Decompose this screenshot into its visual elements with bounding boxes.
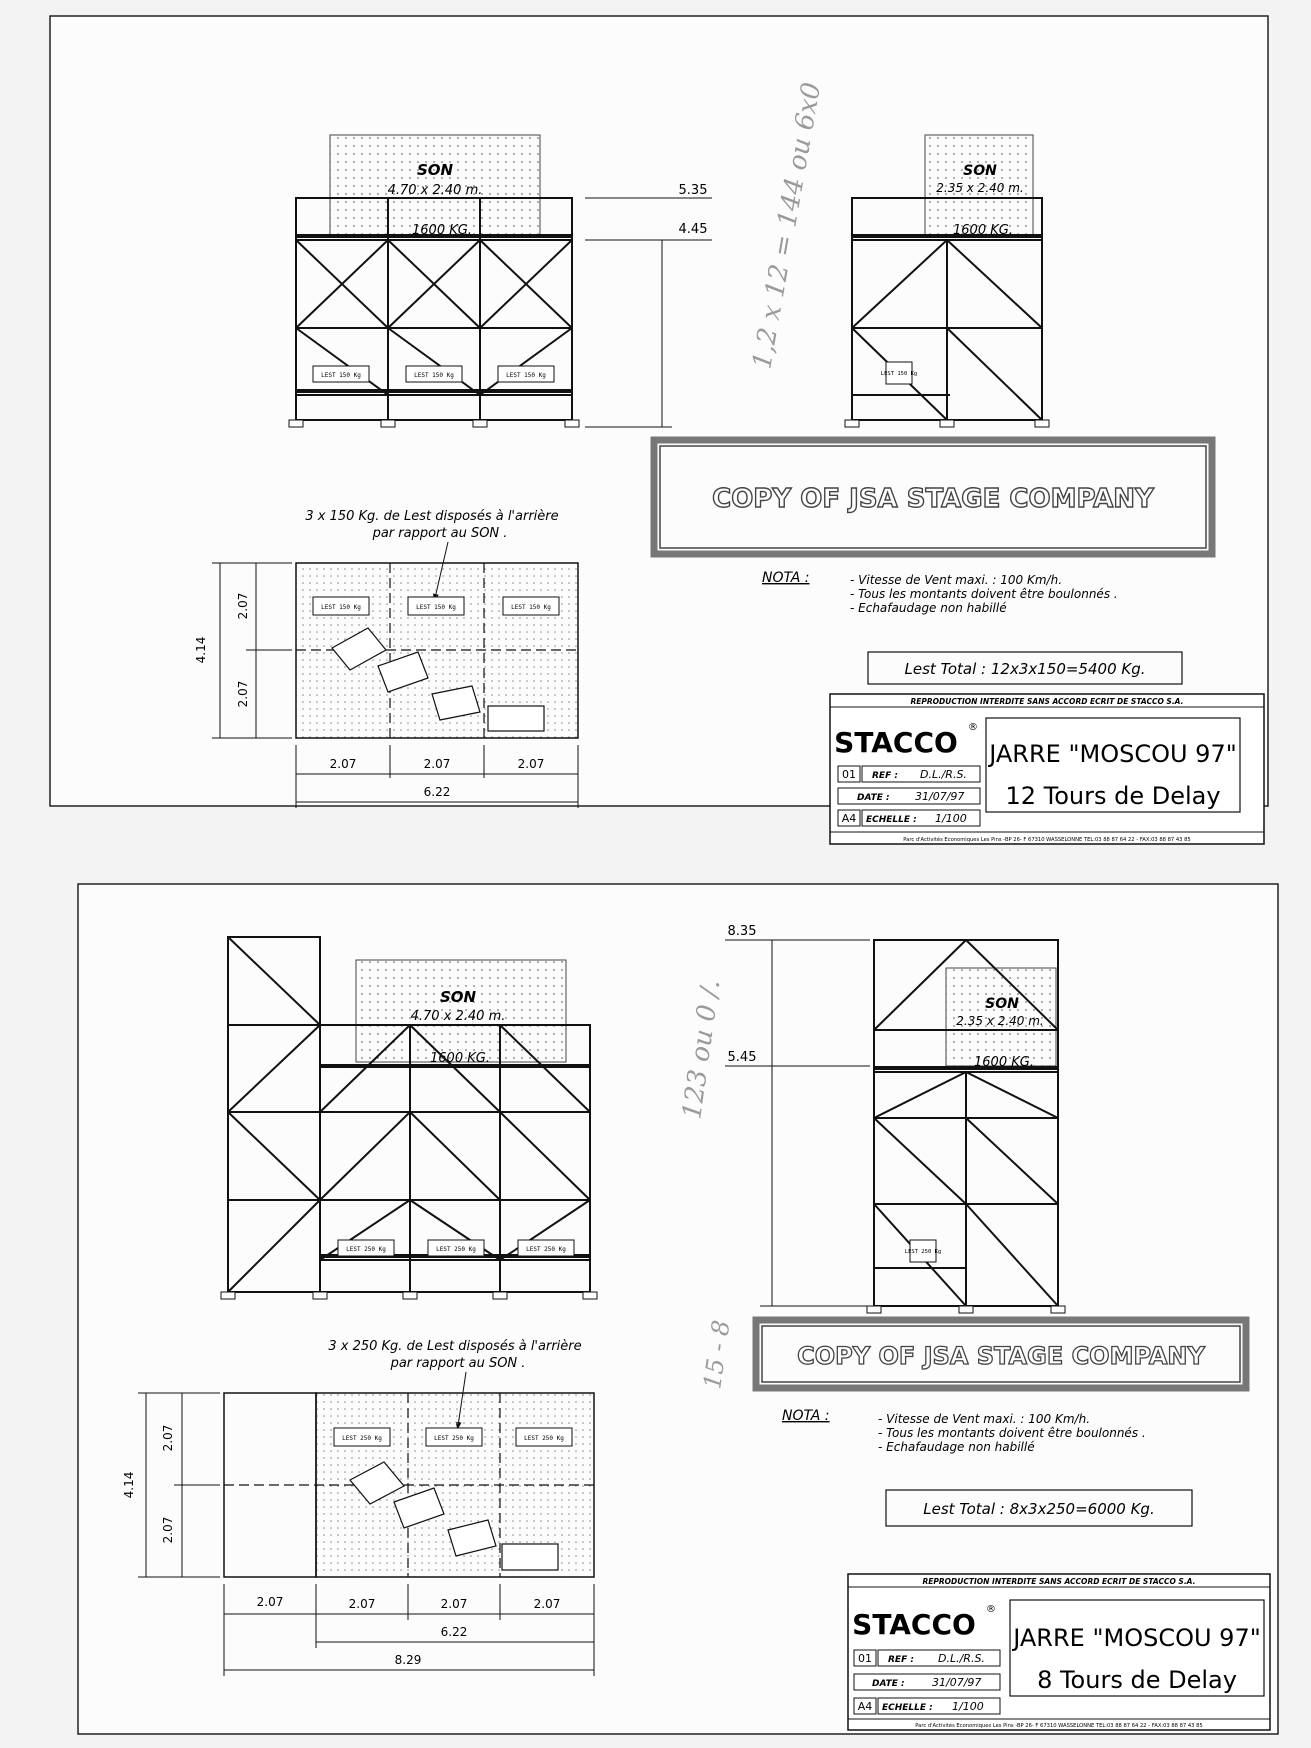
son-size: 4.70 x 2.40 m. [410,1009,506,1024]
son-label: SON [985,996,1019,1012]
son-label: SON [439,988,477,1006]
plan-note-2: par rapport au SON . [372,526,508,541]
banner: REPRODUCTION INTERDITE SANS ACCORD ECRIT DE STACCO S.A. [922,1577,1196,1586]
lest-tag: LEST 150 Kg [880,371,918,377]
lest-tag: LEST 250 Kg [436,1246,476,1253]
lest-tag: LEST 250 Kg [904,1249,942,1255]
load-label: 1600 KG. [953,223,1013,238]
date-value: 31/07/97 [932,1676,982,1689]
ref-label: REF : [872,771,898,781]
format: A4 [857,1700,873,1713]
plan-note: 3 x 150 Kg. de Lest disposés à l'arrière [305,509,559,524]
lest-tag: LEST 150 Kg [321,604,361,611]
revision: 01 [858,1652,872,1665]
son-label: SON [963,163,997,179]
nota-line: - Echafaudage non habillé [850,601,1007,615]
load-label: 1600 KG. [430,1051,490,1066]
date-value: 31/07/97 [915,790,965,803]
nota-line: - Tous les montants doivent être boulonnés . [850,587,1118,601]
lest-tag: LEST 150 Kg [414,372,454,379]
handwritten-note: 123 ou 0 /. [677,977,727,1121]
drawing-subtitle: 8 Tours de Delay [1037,1666,1237,1694]
son-size: 2.35 x 2.40 m. [956,1014,1044,1028]
format: A4 [841,812,857,825]
plan-note: 3 x 250 Kg. de Lest disposés à l'arrière [328,1339,582,1354]
scale-label: ECHELLE : [866,815,917,825]
lest-total: Lest Total : 8x3x250=6000 Kg. [923,1500,1155,1518]
dim-depth-b: 2.07 [236,680,250,708]
dim-bay: 2.07 [533,1597,561,1611]
handwritten-note-2: 15 - 8 [698,1318,736,1391]
plan-note-2: par rapport au SON . [390,1356,526,1371]
ref-value: D.L./R.S. [920,768,967,781]
title-block-2 [848,1574,1270,1730]
dim-bay: 2.07 [348,1597,376,1611]
nota-line: - Echafaudage non habillé [878,1440,1035,1454]
dim-depth-a: 2.07 [236,592,250,620]
drawing-title: JARRE "MOSCOU 97" [989,740,1237,768]
handwritten-note: 1,2 x 12 = 144 ou 6x0 [747,80,828,372]
height-top: 5.35 [678,183,708,198]
lest-tag: LEST 150 Kg [416,604,456,611]
nota-line: - Vitesse de Vent maxi. : 100 Km/h. [878,1412,1091,1426]
sheet-1 [50,16,1268,844]
nota-title: NOTA : [782,1408,830,1424]
nota-title: NOTA : [762,570,810,586]
load-label: 1600 KG. [974,1055,1034,1070]
date-label: DATE : [872,1679,905,1689]
dim-depth-b: 2.07 [161,1516,175,1544]
lest-total: Lest Total : 12x3x150=5400 Kg. [904,660,1146,678]
height-top: 8.35 [727,924,757,939]
drawing-title: JARRE "MOSCOU 97" [1013,1624,1261,1652]
drawing-subtitle: 12 Tours de Delay [1005,782,1221,810]
son-size: 2.35 x 2.40 m. [936,181,1024,195]
stacco-logo: STACCO [834,726,958,759]
height-deck: 5.45 [727,1050,757,1065]
address: Parc d'Activités Economiques Les Pins -BP 26- F 67310 WASSELONNE TEL:03 88 87 64 22 - FAX:03 88 87 43 85 [915,1723,1203,1729]
dim-bay: 2.07 [440,1597,468,1611]
dim-total: 6.22 [423,785,451,799]
ref-value: D.L./R.S. [938,1652,985,1665]
registered-mark: ® [968,722,978,733]
dim-bay: 2.07 [423,757,451,771]
scale-value: 1/100 [952,1700,984,1713]
ref-label: REF : [888,1655,914,1665]
address: Parc d'Activités Economiques Les Pins -BP 26- F 67310 WASSELONNE TEL:03 88 87 64 22 - FAX:03 88 87 43 85 [903,837,1191,843]
banner: REPRODUCTION INTERDITE SANS ACCORD ECRIT DE STACCO S.A. [910,697,1184,706]
scale-label: ECHELLE : [882,1703,933,1713]
dim-bay: 2.07 [517,757,545,771]
dim-depth-total: 4.14 [194,636,208,664]
dim-bay: 2.07 [329,757,357,771]
height-deck: 4.45 [678,222,708,237]
lest-tag: LEST 150 Kg [506,372,546,379]
lest-tag: LEST 250 Kg [342,1435,382,1442]
dim-total: 8.29 [394,1653,422,1667]
load-label: 1600 KG. [412,223,472,238]
lest-tag: LEST 250 Kg [526,1246,566,1253]
sheet-2 [78,884,1278,1734]
dim-depth-total: 4.14 [122,1471,136,1499]
stamp-text: COPY OF JSA STAGE COMPANY [797,1342,1205,1370]
nota-line: - Vitesse de Vent maxi. : 100 Km/h. [850,573,1063,587]
date-label: DATE : [857,793,890,803]
son-size: 4.70 x 2.40 m. [387,183,483,198]
dim-bay: 2.07 [256,1595,284,1609]
lest-tag: LEST 250 Kg [346,1246,386,1253]
nota-line: - Tous les montants doivent être boulonnés . [878,1426,1146,1440]
dim-depth-a: 2.07 [161,1424,175,1452]
registered-mark: ® [986,1604,996,1615]
scale-value: 1/100 [935,812,967,825]
son-label: SON [416,161,454,179]
title-block-1 [830,694,1264,844]
stamp-text: COPY OF JSA STAGE COMPANY [712,484,1154,514]
lest-tag: LEST 150 Kg [511,604,551,611]
lest-tag: LEST 150 Kg [321,372,361,379]
revision: 01 [842,768,856,781]
lest-tag: LEST 250 Kg [434,1435,474,1442]
stacco-logo: STACCO [852,1608,976,1641]
lest-tag: LEST 250 Kg [524,1435,564,1442]
dim-mid: 6.22 [440,1625,468,1639]
